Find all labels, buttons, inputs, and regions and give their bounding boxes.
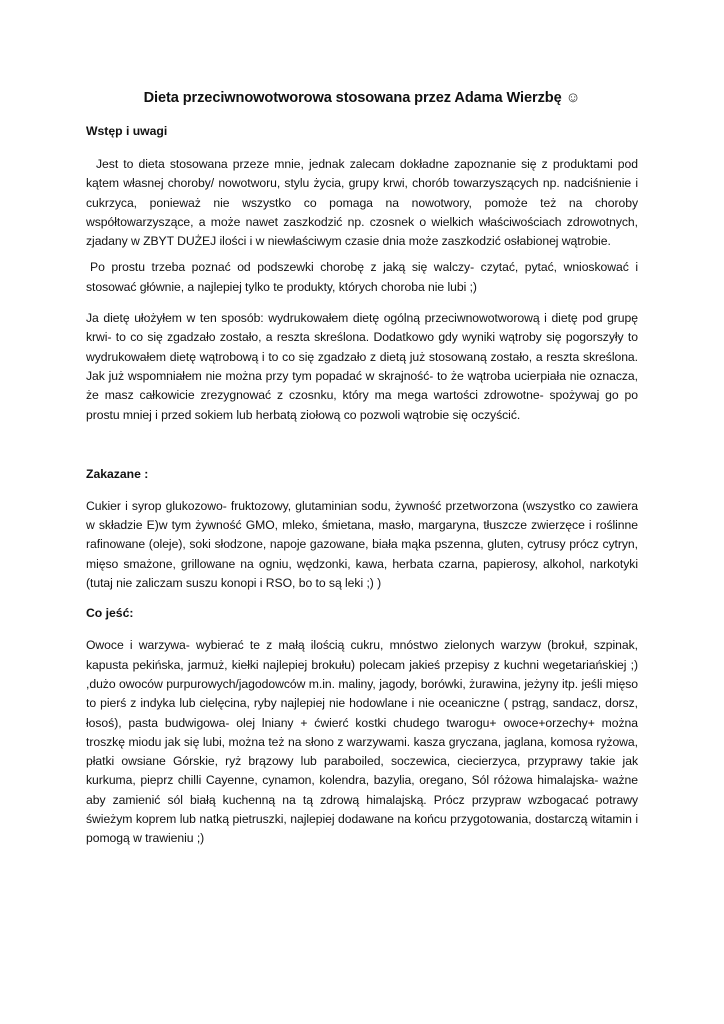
forbidden-paragraph: Cukier i syrop glukozowo- fruktozowy, glutaminian sodu, żywność przetworzona (wszystko co zawiera w składzie E)w tym żywność GMO, mleko, śmietana, masło, margaryna, tłuszcze zwierzęce i roślinne rafinowane (oleje), soki słodzone, napoje gazowane, biała mąka pszenna, gluten, cytrusy prócz cytryn, mięso smażone, grillowane na ogniu, wędzonki, kawa, herbata czarna, papierosy, alkohol, narkotyki (tutaj nie zaliczam suszu konopi i RSO, bo to są leki ;) ) xyxy=(86,498,638,591)
intro-paragraph-1: Jest to dieta stosowana przeze mnie, jednak zalecam dokładne zapoznanie się z produktami pod kątem własnej choroby/ nowotworu, stylu życia, grupy krwi, chorób towarzyszących np. nadciśnienie i cukrzyca, ponieważ nie wszystko co pomaga na nowotwory, pomoże też na choroby współtowarzyszące, a może nawet zaszkodzić np. czosnek o wielkich właściwościach zdrowotnych, zjadany w ZBYT DUŻEJ ilości i w niewłaściwym czasie dnia może zaszkodzić osłabionej wątrobie. xyxy=(86,157,638,249)
intro-paragraph-3: Ja dietę ułożyłem w ten sposób: wydrukowałem dietę ogólną przeciwnowotworową i dietę pod grupę krwi- to co się zgadzało zostało, a reszta skreślona. Dodatkowo gdy wyniki wątroby się pogorszyły to wydrukowałem dietę wątrobową i to co się zgadzało z dietą już stosowaną zostało, a reszta skreślona. Jak już wspomniałem nie można przy tym popadać w skrajność- to że wątroba ucierpiała nie oznacza, że masz całkowicie zrezygnować z czosnku, który ma mega wartości zdrowotne- spożywaj go po prostu mniej i przed sokiem lub herbatą ziołową co pozwoli wątrobie się oczyścić. xyxy=(86,311,638,422)
section-heading-forbidden: Zakazane : xyxy=(86,466,149,481)
intro-paragraph-2: Po prostu trzeba poznać od podszewki chorobę z jaką się walczy- czytać, pytać, wnioskować i stosować głównie, a najlepiej tylko te produkty, których choroba nie lubi ;) xyxy=(86,260,638,294)
smiley-icon: ☺ xyxy=(565,90,581,106)
document-content xyxy=(86,88,638,849)
section-heading-intro: Wstęp i uwagi xyxy=(86,124,168,138)
document-title-text: Dieta przeciwnowotworowa stosowana przez Adama Wierzbę xyxy=(143,90,562,106)
document-title xyxy=(86,88,638,108)
what-to-eat-paragraph: Owoce i warzywa- wybierać te z małą ilością cukru, mnóstwo zielonych warzyw (brokuł, szpinak, kapusta pekińska, jarmuż, kiełki najlepiej brokułu) polecam jakieś przepisy z kuchni wegetariańskiej ;) ,dużo owoców purpurowych/jagodowców m.in. maliny, jagody, borówki, żurawina, jeżyny itp. jeśli mięso to pierś z indyka lub cielęcina, ryby najlepiej nie hodowlane i nie oceaniczne ( pstrąg, sandacz, dorsz, łosoś), pasta budwigowa- olej lniany + ćwierć kostki chudego twarogu+ owoce+orzechy+ można troszkę miodu jak się lubi, można też na słono z warzywami. kasza gryczana, jaglana, komosa ryżowa, płatki owsiane Górskie, ryż brązowy lub paraboiled, soczewica, ciecierzyca, przyprawy takie jak kurkuma, pieprz chilli Cayenne, cynamon, kolendra, bazylia, oregano, Sól różowa himalajska- ważne aby zamienić sól białą kuchenną na tą zdrową himalajską. Prócz przypraw wzbogacać potrawy świeżym koprem lub natką pietruszki, najlepiej dodawane na końcu przygotowania, dostarczą witamin i pomogą w trawieniu ;) xyxy=(86,638,638,846)
section-heading-what-to-eat: Co jeść: xyxy=(86,606,134,621)
